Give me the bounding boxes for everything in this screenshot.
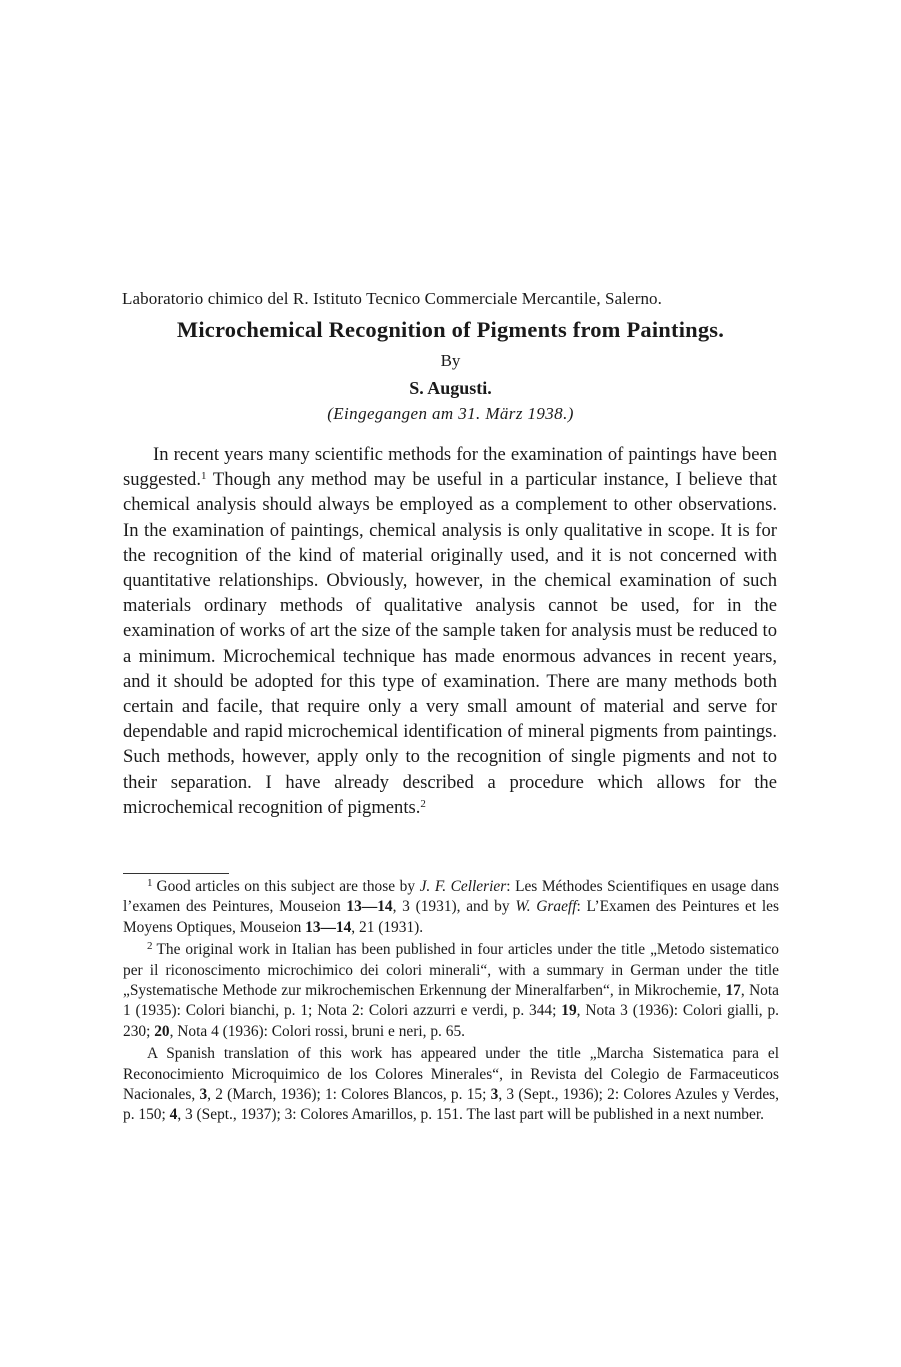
author-name: S. Augusti. <box>409 378 492 398</box>
footnote-divider <box>123 873 229 874</box>
footnote-ref-2: 2 <box>420 797 426 810</box>
received-date: (Eingegangen am 31. März 1938.) <box>327 404 574 423</box>
footnote-2-text: , Nota 1 (1935): Colori bianchi, p. 1; Nota 2: Colori azzurri e verdi, p. 344; <box>123 982 779 1020</box>
footnote-1-author-1: J. F. Cellerier <box>419 878 507 895</box>
footnote-1-text: : Les Méthodes Scientifiques en usage dans l’examen des Peintures, Mouseion <box>123 878 779 916</box>
footnote-3-text: , 3 (Sept., 1936); 2: Colores Azules y Verdes, p. 150; <box>123 1086 779 1124</box>
footnote-1-volume: 13—14 <box>346 898 393 916</box>
footnote-2-continuation <box>123 1044 779 1126</box>
footnote-2 <box>123 940 779 1042</box>
footnote-1-author-2: W. Graeff <box>515 898 577 916</box>
footnote-1 <box>123 877 779 938</box>
footnote-2-text: , Nota 3 (1936): Colori gialli, p. 230; <box>123 1002 779 1040</box>
byline-by: By <box>440 351 461 370</box>
paper-title: Microchemical Recognition of Pigments from Paintings. <box>176 317 725 342</box>
footnote-3-text: A Spanish translation of this work has appeared under the title „Marcha Sistematica para el Reconocimiento Microquimico de los Colores Minerales“, in Revista del Colegio de Farmaceuticos Nacionales, <box>123 1045 779 1104</box>
footnote-ref-1: 1 <box>200 470 207 483</box>
footnote-3-text: , 2 (March, 1936); 1: Colores Blancos, p. 15; <box>207 1086 491 1104</box>
footnote-3-volume: 4 <box>169 1106 178 1124</box>
footnote-3-volume: 3 <box>199 1086 208 1104</box>
footnote-1-text: Good articles on this subject are those by <box>156 878 420 895</box>
footnote-2-volume: 20 <box>154 1022 170 1040</box>
footnote-2-number: 2 <box>147 940 153 953</box>
footnote-2-text: , Nota 4 (1936): Colori rossi, bruni e neri, p. 65. <box>169 1022 465 1040</box>
footnotes <box>123 877 779 1126</box>
footnote-1-text: , 21 (1931). <box>351 918 424 936</box>
body-text-part-1: In recent years many scientific methods for the examination of paintings have been suggested. <box>123 444 777 491</box>
affiliation: Laboratorio chimico del R. Istituto Tecnico Commerciale Mercantile, Salerno. <box>122 289 663 308</box>
footnote-2-volume: 17 <box>725 982 741 1000</box>
footnote-1-number: 1 <box>147 877 153 889</box>
body-text-part-2: Though any method may be useful in a particular instance, I believe that chemical analysis should always be employed as a complement to other observations. In the examination of paintings, chemical analysis is only qualitative in scope. It is for the recognition of the kind of material originally used, and it is not concerned with quantitative relationships. Obviously, however, in the chemical examination of such materials ordinary methods of qualitative analysis cannot be used, for in the examination of works of art the size of the sample taken for analysis must be reduced to a minimum. Microchemical technique has made enormous advances in recent years, and it should be adopted for this type of examination. There are many methods both certain and facile, that require only a very small amount of material and serve for dependable and rapid microchemical identification of mineral pigments from paintings. Such methods, however, apply only to the recognition of single pigments and not to their separation. I have already described a procedure which allows for the microchemical recognition of pigments. <box>123 469 777 818</box>
footnote-3-text: , 3 (Sept., 1937); 3: Colores Amarillos, p. 151. The last part will be published in a next number. <box>177 1106 764 1124</box>
footnote-3-volume: 3 <box>490 1086 499 1104</box>
footnote-1-text: : L’Examen des Peintures et les Moyens Optiques, Mouseion <box>123 898 779 936</box>
body-paragraph <box>123 442 777 820</box>
footnote-2-volume: 19 <box>561 1002 577 1020</box>
footnote-2-text: The original work in Italian has been published in four articles under the title „Metodo sistematico per il riconoscimento microchimico dei colori minerali“, with a summary in German under the title „Systematische Methode zur mikrochemischen Erkennung der Mineralfarben“, in Mikrochemie, <box>123 941 779 1000</box>
footnote-1-text: , 3 (1931), and by <box>392 898 516 916</box>
footnote-1-volume: 13—14 <box>305 918 352 936</box>
